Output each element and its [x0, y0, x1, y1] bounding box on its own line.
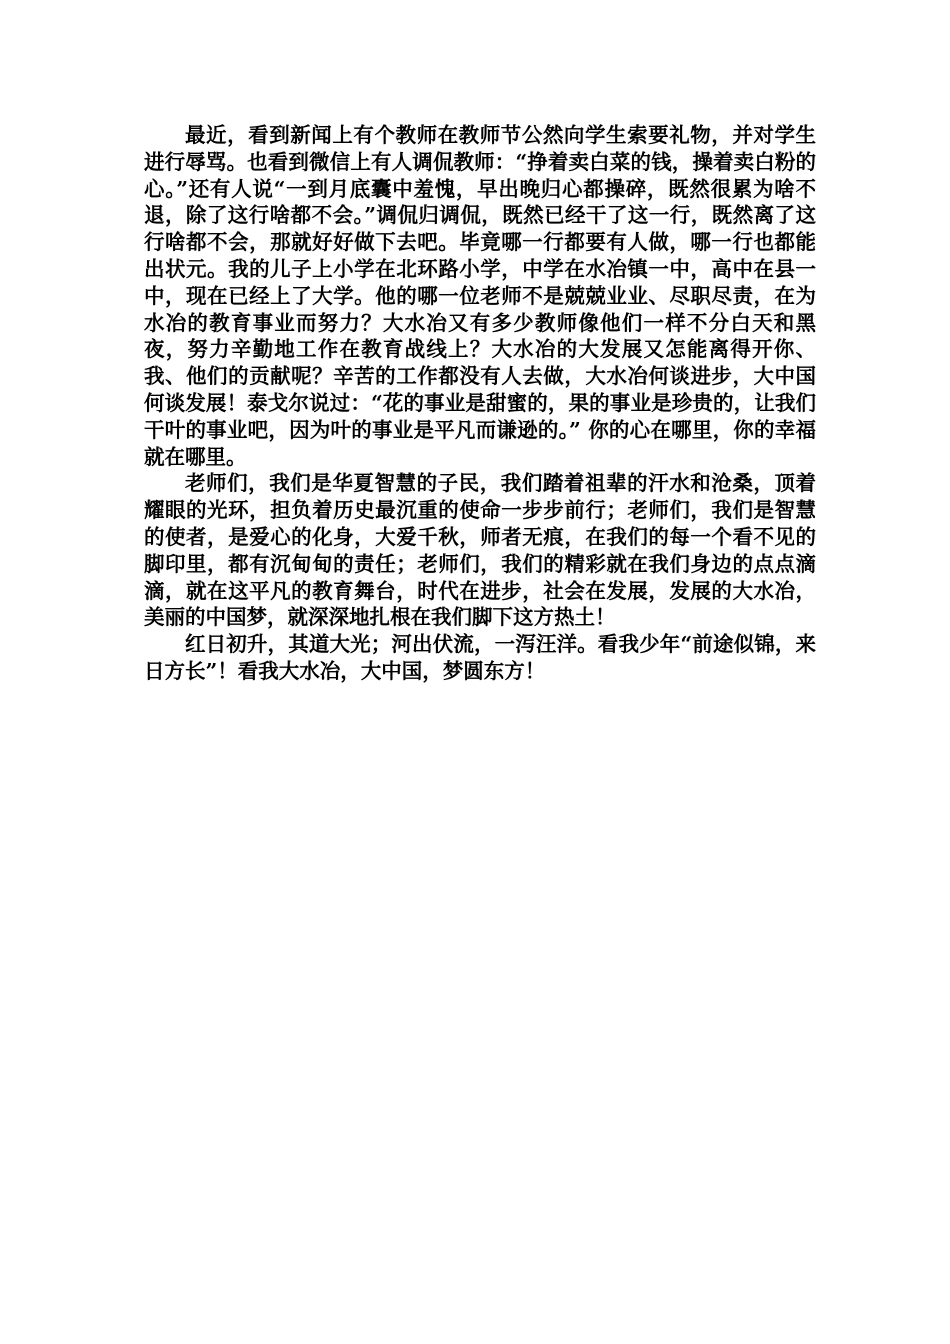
paragraph-2: 老师们，我们是华夏智慧的子民，我们踏着祖辈的汗水和沧桑，顶着耀眼的光环，担负着历史最沉重的使命一步步前行；老师们，我们是智慧的使者，是爱心的化身，大爱千秋，师者无痕，在我们的每一个看不见的脚印里，都有沉甸甸的责任；老师们，我们的精彩就在我们身边的点点滴滴，就在这平凡的教育舞台，时代在进步，社会在发展，发展的大水冶，美丽的中国梦，就深深地扎根在我们脚下这方热土！ — [144, 471, 816, 630]
document-body — [144, 122, 816, 685]
paragraph-1: 最近，看到新闻上有个教师在教师节公然向学生索要礼物，并对学生进行辱骂。也看到微信上有人调侃教师：“挣着卖白菜的钱，操着卖白粉的心。”还有人说“一到月底囊中羞愧，早出晚归心都操碎，既然很累为啥不退，除了这行啥都不会。”调侃归调侃，既然已经干了这一行，既然离了这行啥都不会，那就好好做下去吧。毕竟哪一行都要有人做，哪一行也都能出状元。我的儿子上小学在北环路小学，中学在水冶镇一中，高中在县一中，现在已经上了大学。他的哪一位老师不是兢兢业业、尽职尽责，在为水冶的教育事业而努力？大水冶又有多少教师像他们一样不分白天和黑夜，努力辛勤地工作在教育战线上？大水冶的大发展又怎能离得开你、我、他们的贡献呢？辛苦的工作都没有人去做，大水冶何谈进步，大中国何谈发展！泰戈尔说过：“花的事业是甜蜜的，果的事业是珍贵的，让我们干叶的事业吧，因为叶的事业是平凡而谦逊的。” 你的心在哪里，你的幸福就在哪里。 — [144, 123, 816, 469]
paragraph-3: 红日初升，其道大光；河出伏流，一泻汪洋。看我少年“前途似锦，来日方长”！看我大水冶，大中国，梦圆东方！ — [144, 632, 816, 683]
